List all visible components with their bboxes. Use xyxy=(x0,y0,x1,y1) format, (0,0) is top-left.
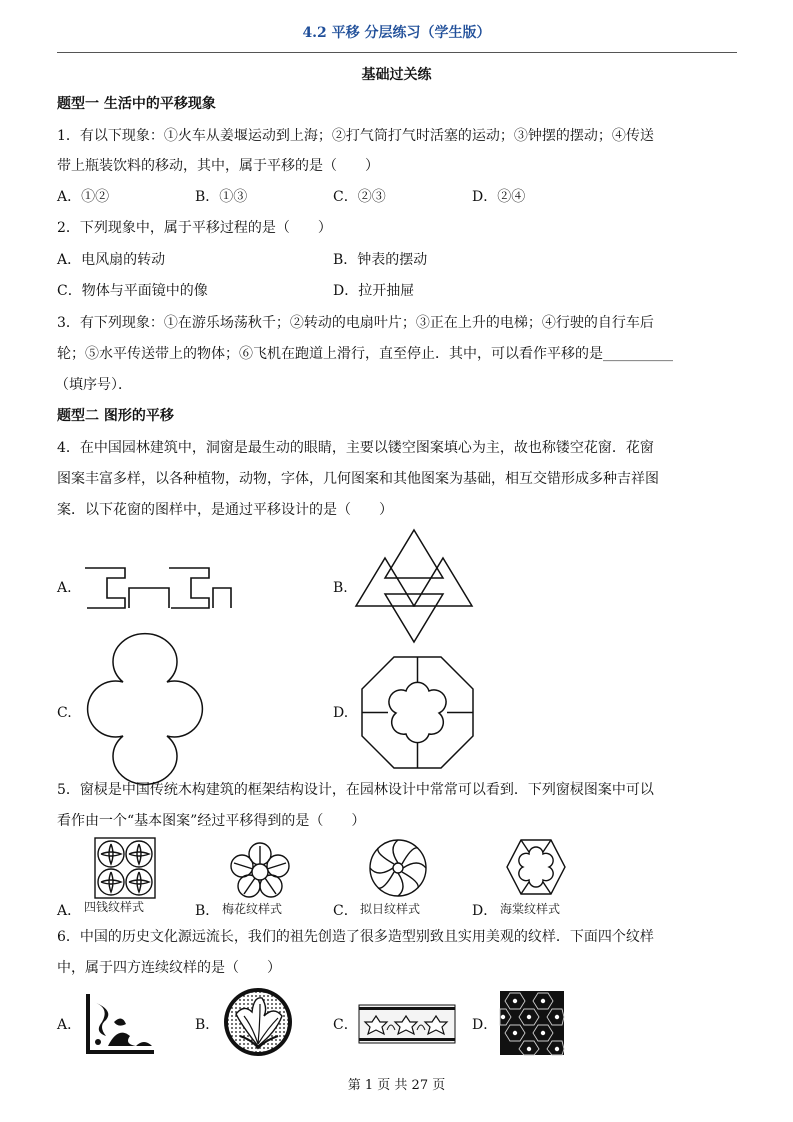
q3-line2: 轮；⑤水平传送带上的物体；⑥飞机在跑道上滑行，直至停止．其中，可以看作平移的是__________ xyxy=(57,346,673,362)
q6-figure-a-corner-ornament-icon xyxy=(84,992,156,1056)
q4-line1: 4．在中国园林建筑中，洞窗是最生动的眼睛，主要以镂空图案填心为主，故也称镂空花窗．花窗 xyxy=(57,440,654,456)
q5-caption-d: 海棠纹样式 xyxy=(500,902,561,916)
q6-line1: 6．中国的历史文化源远流长，我们的祖先创造了很多造型别致且实用美观的纹样．下面四个纹样 xyxy=(57,929,654,945)
q3-line1: 3．有下列现象：①在游乐场荡秋千；②转动的电扇叶片；③正在上升的电梯；④行驶的自行车后 xyxy=(57,315,654,331)
q2-option-a[interactable]: A．电风扇的转动 xyxy=(57,252,166,268)
section-title: 基础过关练 xyxy=(361,67,432,83)
q6-label-d[interactable]: D． xyxy=(472,1017,498,1033)
q4-label-d[interactable]: D. xyxy=(333,705,349,721)
q4-line3: 案．以下花窗的图样中，是通过平移设计的是（ ） xyxy=(57,502,393,518)
q5-label-c[interactable]: C． xyxy=(333,903,358,919)
q1-option-b[interactable]: B．①③ xyxy=(195,189,248,205)
q5-label-a[interactable]: A． xyxy=(57,903,82,919)
q4-label-c[interactable]: C. xyxy=(57,705,72,721)
q3-line3: （填序号）． xyxy=(55,377,132,393)
type1-title: 题型一 生活中的平移现象 xyxy=(57,96,216,112)
q6-label-a[interactable]: A． xyxy=(57,1017,82,1033)
q5-label-b[interactable]: B． xyxy=(195,903,220,919)
q5-caption-a: 四钱纹样式 xyxy=(84,900,145,914)
type2-title: 题型二 图形的平移 xyxy=(57,408,174,424)
q4-figure-a-meander-icon xyxy=(85,566,235,610)
q5-figure-b-plum-blossom-icon xyxy=(230,842,290,898)
q2-option-c[interactable]: C．物体与平面镜中的像 xyxy=(57,283,208,299)
q6-figure-d-hexagon-pattern-icon xyxy=(500,991,564,1055)
q2-option-d[interactable]: D．拉开抽屉 xyxy=(333,283,415,299)
q1-option-c[interactable]: C．②③ xyxy=(333,189,386,205)
q1-option-d[interactable]: D．②④ xyxy=(472,189,526,205)
q4-figure-b-triangles-icon xyxy=(355,528,473,644)
q5-figure-a-coins-icon xyxy=(93,836,157,900)
q5-caption-b: 梅花纹样式 xyxy=(222,902,283,916)
q5-label-d[interactable]: D． xyxy=(472,903,498,919)
q1-option-a[interactable]: A．①② xyxy=(57,189,110,205)
q5-line1: 5．窗棂是中国传统木构建筑的框架结构设计，在园林设计中常常可以看到．下列窗棂图案中可以 xyxy=(57,782,654,798)
q5-figure-d-crabapple-icon xyxy=(505,838,567,896)
q6-figure-c-border-band-icon xyxy=(358,1004,456,1044)
page-header-title: 4.2 平移 分层练习（学生版） xyxy=(302,25,491,41)
q2-stem: 2．下列现象中，属于平移过程的是（ ） xyxy=(57,220,332,236)
q4-line2: 图案丰富多样，以各种植物，动物，字体，几何图案和其他图案为基础，相互交错形成多种吉祥图 xyxy=(57,471,659,487)
q5-line2: 看作由一个“基本图案”经过平移得到的是（ ） xyxy=(57,813,366,829)
q2-option-b[interactable]: B．钟表的摆动 xyxy=(333,252,428,268)
q6-label-b[interactable]: B． xyxy=(195,1017,220,1033)
q4-figure-c-quatrefoil-icon xyxy=(85,652,205,766)
q6-label-c[interactable]: C． xyxy=(333,1017,358,1033)
q4-label-b[interactable]: B. xyxy=(333,580,348,596)
q6-line2: 中，属于四方连续纹样的是（ ） xyxy=(57,960,281,976)
q5-figure-c-sun-swirl-icon xyxy=(368,838,428,898)
page-footer: 第 1 页 共 27 页 xyxy=(347,1078,446,1093)
q6-figure-b-round-floral-icon xyxy=(222,986,294,1058)
header-divider xyxy=(57,52,737,53)
q4-label-a[interactable]: A. xyxy=(57,580,72,596)
q4-figure-d-octagon-icon xyxy=(360,655,475,770)
q5-caption-c: 拟日纹样式 xyxy=(360,902,421,916)
q1-line1: 1．有以下现象：①火车从姜堰运动到上海；②打气筒打气时活塞的运动；③钟摆的摆动；④传送 xyxy=(57,128,654,144)
q1-line2: 带上瓶装饮料的移动，其中，属于平移的是（ ） xyxy=(57,158,379,174)
